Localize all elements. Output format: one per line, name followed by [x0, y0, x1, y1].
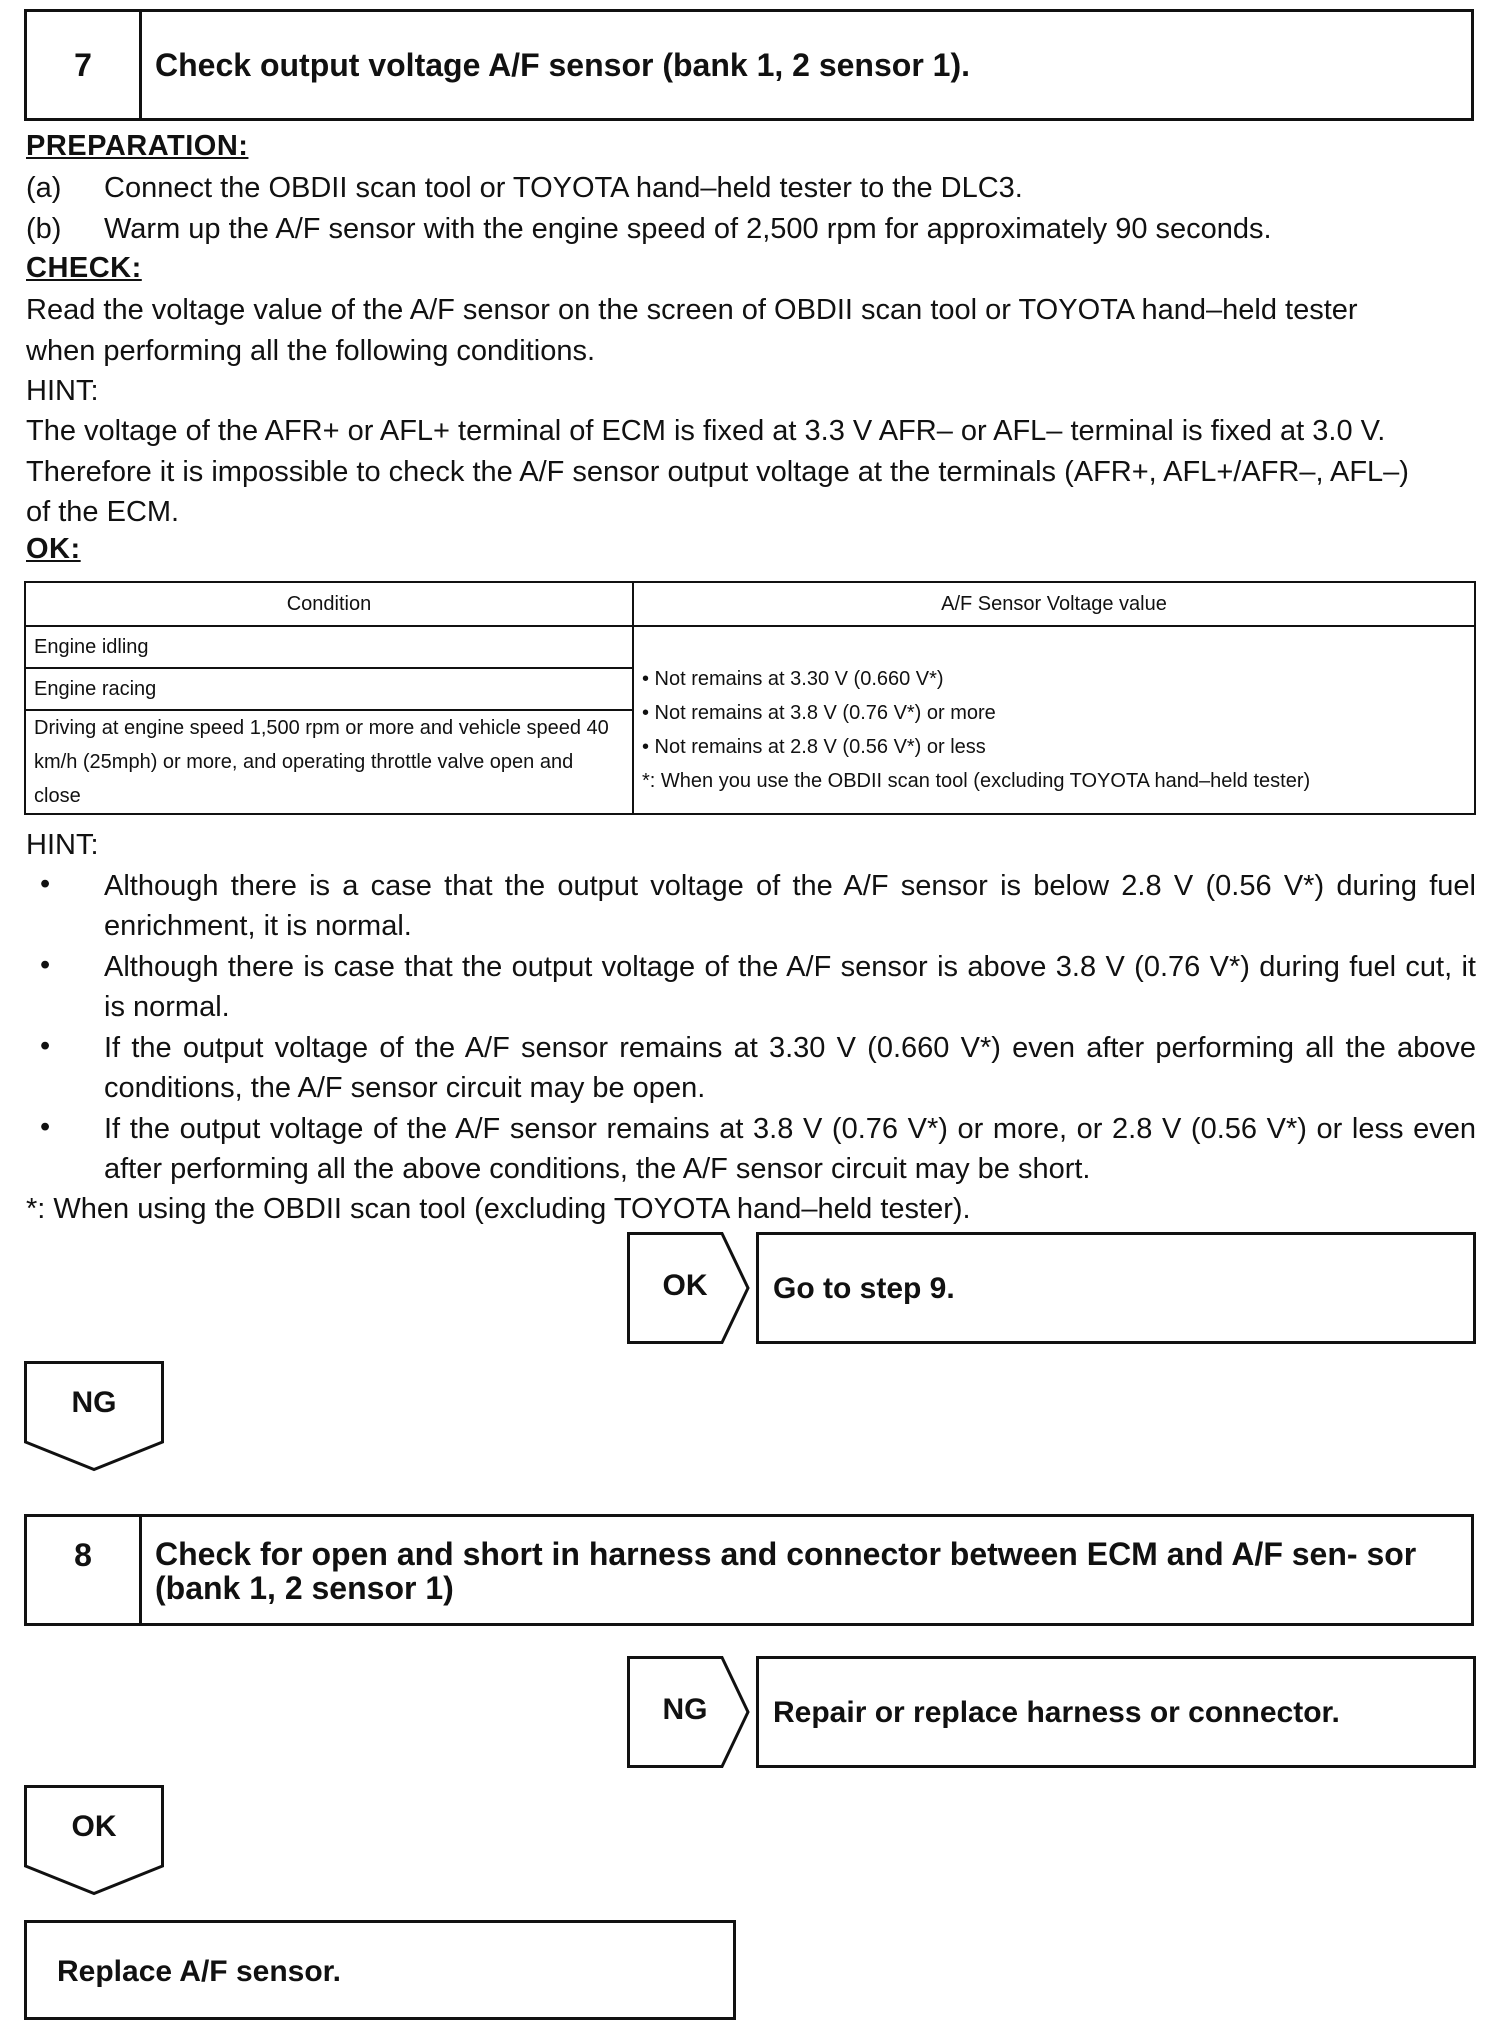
check-hint-line-3: of the ECM.: [26, 496, 180, 528]
ok-condition-table: [24, 581, 1476, 815]
preparation-heading: PREPARATION:: [26, 130, 249, 162]
step-7-header: [24, 9, 1474, 121]
hint2-label: HINT:: [26, 829, 99, 861]
check-line-1: Read the voltage value of the A/F sensor on the screen of OBDII scan tool or TOYOTA hand–held tester: [26, 294, 1358, 326]
prep-item-b-text: Warm up the A/F sensor with the engine speed of 2,500 rpm for approximately 90 seconds.: [104, 213, 1272, 245]
prep-item-a-text: Connect the OBDII scan tool or TOYOTA hand–held tester to the DLC3.: [104, 172, 1023, 204]
bullet: •: [40, 949, 51, 981]
flow7-ok-result: Go to step 9.: [773, 1272, 955, 1305]
bullet: •: [40, 868, 51, 900]
voltage-column-header: A/F Sensor Voltage value: [633, 582, 1475, 626]
voltage-value-line: • Not remains at 3.30 V (0.660 V*): [642, 668, 944, 690]
voltage-value-footnote: *: When you use the OBDII scan tool (excluding TOYOTA hand–held tester): [642, 770, 1311, 792]
hint2-footnote: *: When using the OBDII scan tool (excluding TOYOTA hand–held tester).: [26, 1193, 971, 1225]
voltage-value-line: • Not remains at 2.8 V (0.56 V*) or less: [642, 736, 986, 758]
voltage-value-line: • Not remains at 3.8 V (0.76 V*) or more: [642, 702, 996, 724]
bullet: •: [40, 1030, 51, 1062]
flow8-ng-label: NG: [662, 1693, 708, 1726]
flow7-ok-label: OK: [662, 1269, 708, 1302]
prep-item-a-label: (a): [26, 172, 62, 204]
table-row: [25, 626, 1475, 668]
hint2-bullet-4: If the output voltage of the A/F sensor remains at 3.8 V (0.76 V*) or more, or 2.8 V (0.56 V*) or less even after performing all the above conditions, the A/F sensor circuit may be short.: [104, 1113, 1476, 1185]
step-7-title: Check output voltage A/F sensor (bank 1, 2 sensor 1).: [155, 47, 970, 83]
check-hint-line-1: The voltage of the AFR+ or AFL+ terminal of ECM is fixed at 3.3 V AFR– or AFL– terminal is fixed at 3.0 V.: [26, 415, 1386, 447]
flow8-ok-label: OK: [71, 1810, 117, 1843]
condition-cell: Engine idling: [25, 626, 633, 668]
hint2-bullet-1: Although there is a case that the output voltage of the A/F sensor is below 2.8 V (0.56 V*) during fuel enrichment, it is normal.: [104, 870, 1476, 942]
table-header-row: [25, 582, 1475, 626]
bullet: •: [40, 1111, 51, 1143]
prep-item-b-label: (b): [26, 213, 62, 245]
step-8-title: Check for open and short in harness and connector between ECM and A/F sen- sor (bank 1, 2 sensor 1): [155, 1536, 1417, 1606]
check-heading: CHECK:: [26, 252, 142, 284]
flow8-ok-result: Replace A/F sensor.: [57, 1955, 342, 1988]
condition-cell: Engine racing: [25, 668, 633, 710]
step-8-header: [24, 1514, 1474, 1626]
flow8-ng-result: Repair or replace harness or connector.: [773, 1696, 1340, 1729]
ok-heading: OK:: [26, 533, 81, 565]
flow8-ok-result-box: [24, 1920, 736, 2020]
flow7-ng-label: NG: [71, 1386, 117, 1419]
step-7-number: 7: [27, 12, 142, 118]
hint2-bullet-2: Although there is case that the output voltage of the A/F sensor is above 3.8 V (0.76 V*) during fuel cut, it is normal.: [104, 951, 1476, 1023]
voltage-value-cell: [633, 626, 1475, 814]
flow7-ok-result-box: [756, 1232, 1476, 1344]
check-hint-label: HINT:: [26, 375, 99, 407]
check-hint-line-2: Therefore it is impossible to check the A/F sensor output voltage at the terminals (AFR+, AFL+/AFR–, AFL–): [26, 456, 1409, 488]
condition-cell: Driving at engine speed 1,500 rpm or more and vehicle speed 40 km/h (25mph) or more, and operating throttle valve open and close: [25, 710, 633, 814]
check-line-2: when performing all the following conditions.: [26, 335, 596, 367]
flow8-ng-result-box: [756, 1656, 1476, 1768]
hint2-bullet-3: If the output voltage of the A/F sensor remains at 3.30 V (0.660 V*) even after performing all the above conditions, the A/F sensor circuit may be open.: [104, 1032, 1476, 1104]
step-8-number: 8: [27, 1517, 142, 1623]
condition-column-header: Condition: [25, 582, 633, 626]
